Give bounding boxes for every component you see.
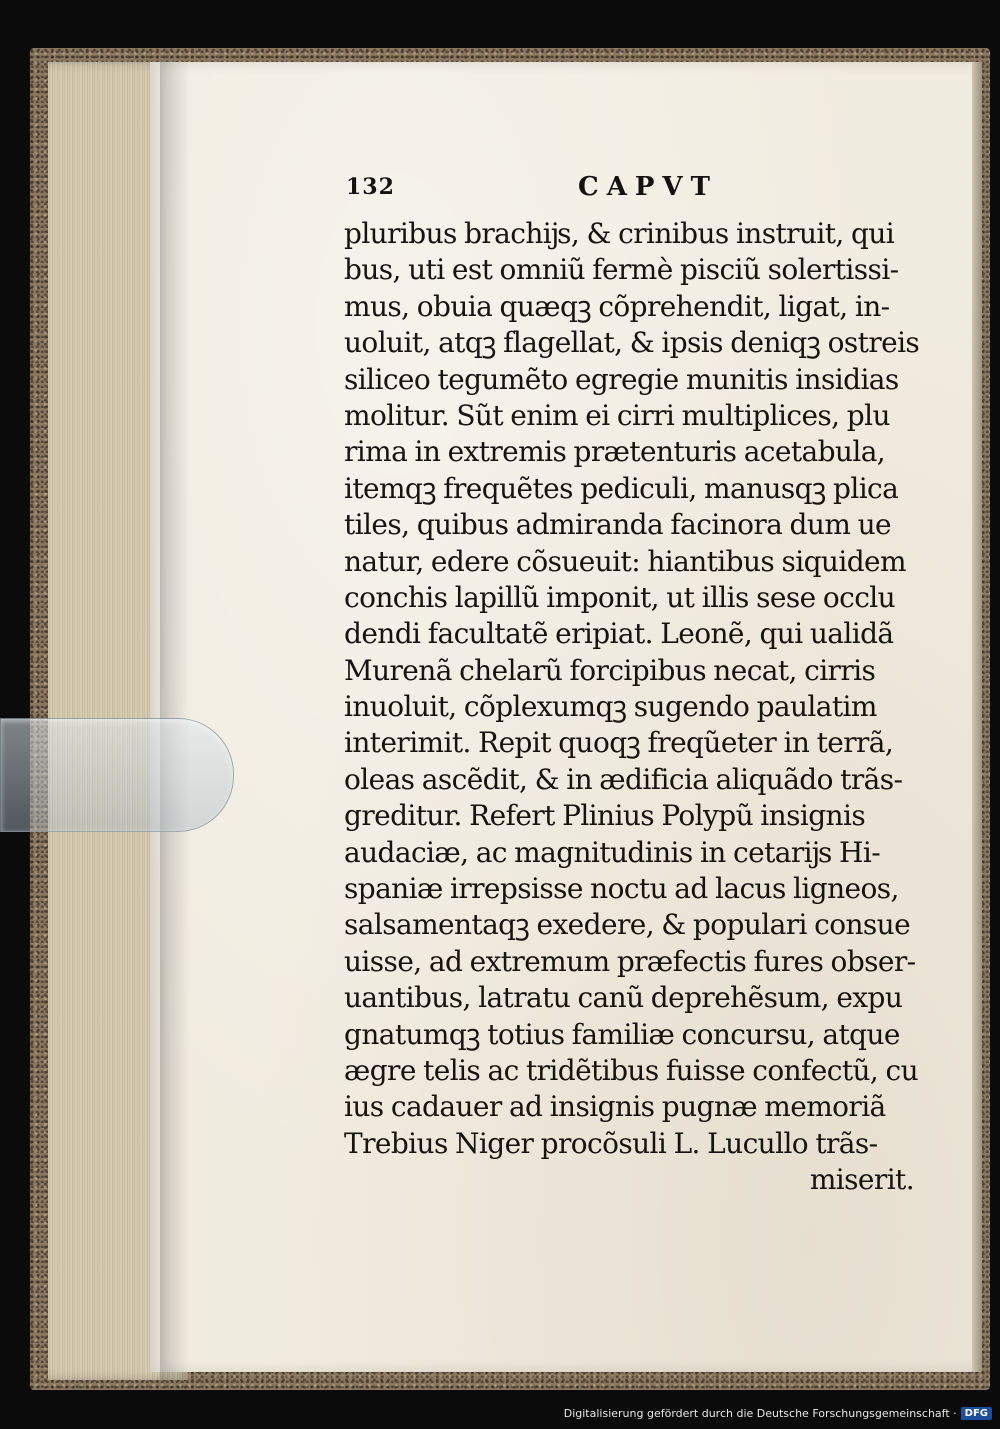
page-header: [342, 168, 762, 208]
text-line: interimit. Repit quoqꝫ freqũeter in terrã,: [344, 726, 894, 760]
running-head: CAPVT: [578, 172, 718, 202]
text-line: conchis lapillũ imponit, ut illis sese occlu: [344, 580, 896, 614]
text-line: inuoluit, cõplexumqꝫ sugendo paulatim: [344, 690, 877, 724]
text-line: mus, obuia quæqꝫ cõprehendit, ligat, in-: [344, 289, 890, 323]
text-line: oleas ascẽdit, & in ædificia aliquãdo trãs-: [344, 762, 903, 796]
page-holder-clip: [0, 718, 234, 832]
dfg-logo: DFG: [961, 1407, 992, 1420]
text-line: greditur. Refert Plinius Polypũ insignis: [344, 799, 866, 833]
text-line: itemqꝫ frequẽtes pediculi, manusqꝫ plica: [344, 471, 899, 505]
text-line: Murenã chelarũ forcipibus necat, cirris: [344, 653, 876, 687]
text-line: dendi facultatẽ eripiat. Leonẽ, qui ualidã: [344, 617, 894, 651]
text-line: tiles, quibus admiranda facinora dum ue: [344, 508, 891, 542]
text-line: salsamentaqꝫ exedere, & populari consue: [344, 908, 911, 942]
page-right-edge: [972, 62, 982, 1372]
text-line: ægre telis ac tridẽtibus fuisse confectũ, cu: [344, 1053, 919, 1087]
text-line: molitur. Sũt enim ei cirri multiplices, plu: [344, 398, 890, 432]
text-line: pluribus brachĳs, & crinibus instruit, qui: [344, 217, 895, 250]
text-line: uoluit, atqꝫ flagellat, & ipsis deniqꝫ ostreis: [344, 326, 920, 360]
digitization-credit: [564, 1403, 992, 1423]
text-line: uisse, ad extremum præfectis fures obser-: [344, 944, 916, 978]
text-line: gnatumqꝫ totius familiæ concursu, atque: [344, 1017, 900, 1051]
credit-text: Digitalisierung gefördert durch die Deutsche Forschungsgemeinschaft ·: [563, 1406, 957, 1420]
text-line: audaciæ, ac magnitudinis in cetarĳs Hi-: [344, 835, 881, 869]
text-line: siliceo tegumẽto egregie munitis insidias: [344, 362, 899, 396]
text-line: bus, uti est omniũ fermè pisciũ solertissi-: [344, 253, 899, 287]
text-line: ius cadauer ad insignis pugnæ memoriã: [344, 1090, 886, 1124]
text-line: natur, edere cõsueuit: hiantibus siquidem: [344, 544, 906, 578]
text-line: uantibus, latratu canũ deprehẽsum, expu: [344, 981, 903, 1015]
body-text: [344, 216, 944, 1199]
text-line-final: miserit.: [809, 1163, 914, 1197]
text-line: Trebius Niger procõsuli L. Lucullo trãs-: [344, 1126, 878, 1160]
text-line: spaniæ irrepsisse noctu ad lacus ligneos,: [344, 872, 899, 906]
text-line: rima in extremis prætenturis acetabula,: [344, 435, 886, 469]
page-number: 132: [346, 174, 395, 200]
